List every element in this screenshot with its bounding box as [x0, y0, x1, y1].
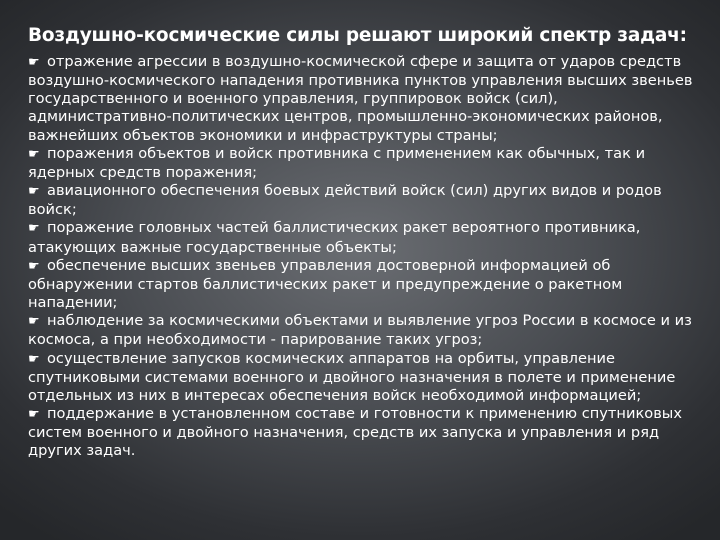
bullet-item — [28, 219, 700, 256]
pointing-hand-icon: ☛ — [28, 184, 40, 200]
bullet-item — [28, 350, 700, 405]
bullet-item — [28, 405, 700, 460]
bullet-list — [28, 53, 700, 460]
pointing-hand-icon: ☛ — [28, 55, 40, 70]
bullet-text: обеспечение высших звеньев управления достоверной информацией об обнаружении стартов баллистических ракет и предупреждение о ракетном нападении; — [28, 256, 623, 312]
bullet-text: поражение головных частей баллистических ракет вероятного противника, атакующих важные государственные объекты; — [28, 219, 641, 256]
bullet-text: авиационного обеспечения боевых действий войск (сил) других видов и родов войск; — [28, 182, 662, 219]
bullet-text: поддержание в установленном составе и готовности к применению спутниковых систем военного и двойного назначения, средств их запуска и управления и ряд других задач. — [28, 404, 682, 460]
pointing-hand-icon: ☛ — [28, 406, 40, 422]
bullet-item — [28, 312, 700, 349]
bullet-text: поражения объектов и войск противника с применением как обычных, так и ядерных средств поражения; — [28, 144, 646, 181]
pointing-hand-icon: ☛ — [28, 351, 40, 367]
pointing-hand-icon: ☛ — [28, 221, 40, 237]
pointing-hand-icon: ☛ — [28, 258, 40, 274]
bullet-item — [28, 145, 700, 182]
pointing-hand-icon: ☛ — [28, 146, 40, 162]
bullet-item — [28, 53, 700, 145]
bullet-text: осуществление запусков космических аппаратов на орбиты, управление спутниковыми системами военного и двойного назначения в полете и применение отдельных из них в интересах обеспечения войск необходимой информацией; — [28, 349, 676, 404]
pointing-hand-icon: ☛ — [28, 314, 40, 330]
bullet-text: отражение агрессии в воздушно-космической сфере и защита от ударов средств воздушно-космического нападения противника пунктов управления высших звеньев государственного и военного управления, группировок войск (сил), административно-политических центров, промышленно-экономических районов, важнейших объектов экономики и инфраструктуры страны; — [28, 53, 693, 144]
bullet-item — [28, 257, 700, 312]
slide-title: Воздушно-космические силы решают широкий спектр задач: — [28, 25, 687, 46]
bullet-text: наблюдение за космическими объектами и выявление угроз России в космосе и из космоса, а при необходимости - парирование таких угроз; — [28, 312, 692, 349]
bullet-item — [28, 182, 700, 219]
